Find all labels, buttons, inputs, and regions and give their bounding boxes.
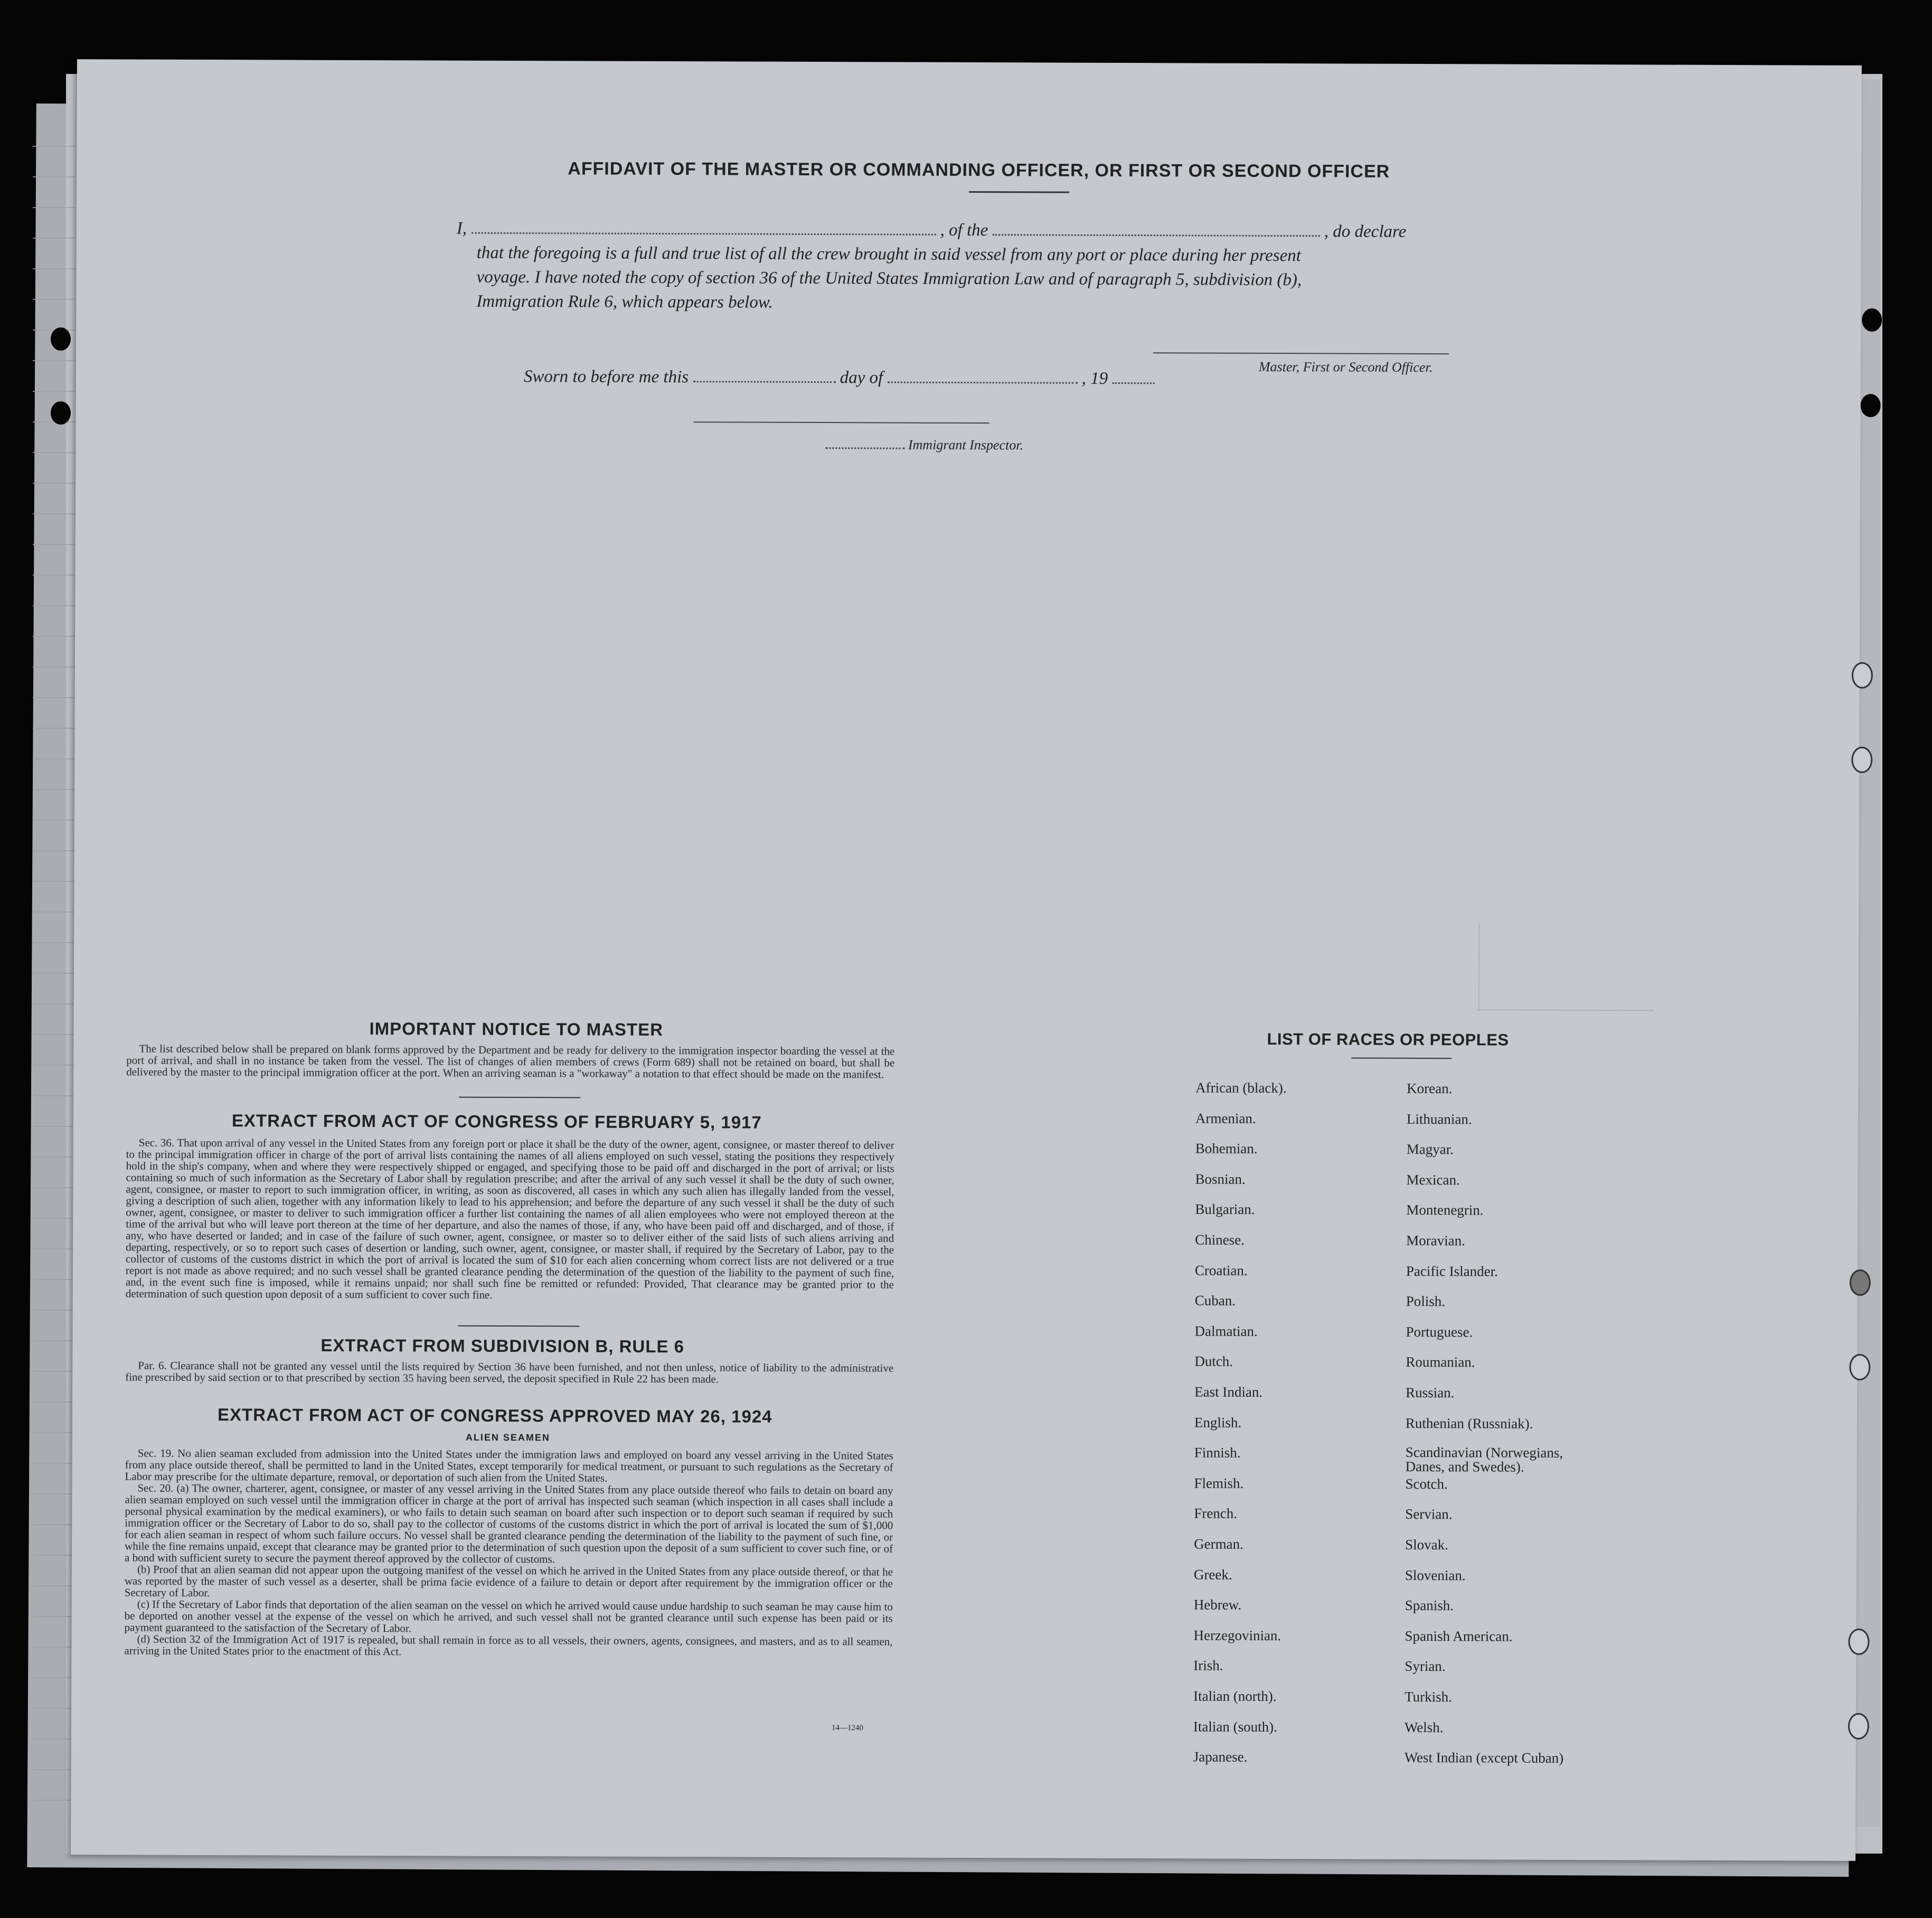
race-item: Scotch. <box>1405 1475 1448 1492</box>
race-item: Russian. <box>1406 1384 1455 1401</box>
race-item: Bosnian. <box>1195 1171 1246 1187</box>
race-item: Scandinavian (Norwegians, Danes, and Swedes). <box>1405 1444 1563 1475</box>
notice-title: IMPORTANT NOTICE TO MASTER <box>369 1019 664 1039</box>
race-item: Dalmatian. <box>1194 1323 1258 1339</box>
punch-hole <box>51 327 71 351</box>
sec-20c-text: (c) If the Secretary of Labor finds that deportation of the alien seaman on the vessel on which he arrived would cause undue hardship to such seaman he may cause him to be deported on another vessel at the expense of the vessel on which he arrived, and such vessel shall not be granted clearance until such expense has been paid or its payment guaranteed to the satisfaction of the Secretary of Labor. <box>124 1597 893 1635</box>
race-item: Dutch. <box>1194 1353 1233 1370</box>
divider <box>458 1325 580 1327</box>
affidavit-title: AFFIDAVIT OF THE MASTER OR COMMANDING OFFICER, OR FIRST OR SECOND OFFICER <box>568 158 1390 182</box>
race-item: French. <box>1194 1505 1238 1522</box>
race-item: Italian (north). <box>1193 1688 1277 1705</box>
i-label: I, <box>456 219 467 238</box>
master-signature-label: Master, First or Second Officer. <box>1258 359 1433 375</box>
year-blank[interactable] <box>1112 382 1154 384</box>
race-item: Korean. <box>1407 1080 1453 1097</box>
binder-ring <box>1848 1629 1869 1655</box>
race-item: Irish. <box>1193 1657 1223 1674</box>
race-item: Spanish. <box>1405 1597 1454 1614</box>
race-item: Moravian. <box>1406 1232 1465 1249</box>
races-title: LIST OF RACES OR PEOPLES <box>1267 1029 1509 1049</box>
extract-rule6-body <box>125 1359 893 1385</box>
race-item: Pacific Islander. <box>1406 1263 1498 1280</box>
extract-1924-body <box>124 1447 893 1659</box>
extract-1917-title: EXTRACT FROM ACT OF CONGRESS OF FEBRUARY 5, 1917 <box>231 1111 762 1132</box>
race-item: Greek. <box>1193 1566 1232 1583</box>
do-declare-label: , do declare <box>1324 222 1407 241</box>
race-item: Turkish. <box>1405 1688 1452 1705</box>
race-item: Italian (south). <box>1193 1718 1277 1735</box>
race-item: Hebrew. <box>1193 1596 1242 1613</box>
divider <box>1351 1058 1452 1059</box>
race-item: Lithuanian. <box>1406 1111 1472 1127</box>
name-blank[interactable] <box>471 232 936 236</box>
vessel-blank[interactable] <box>993 234 1320 237</box>
section-36-text: Sec. 36. That upon arrival of any vessel in the United States from any foreign port or place it shall be the duty of the owner, agent, consignee, or master thereof to deliver to the principal immigration officer in charge of the port of arrival lists containing the names of all aliens employed on such vessel, stating the positions they respectively hold in the ship's company, when and where they were respectively shipped or engaged, and specifying those to be paid off and discharged in the port of arrival; or lists containing so much of such information as the Secretary of Labor shall by regulation prescribe; and after the arrival of any such vessel it shall be the duty of such owner, agent, consignee, or master to report to such immigration officer, in writing, as soon as discovered, all cases in which any such alien has illegally landed from the vessel, giving a description of such alien, together with any information likely to lead to his apprehension; and before the departure of any such vessel it shall be the duty of such owner, agent, consignee, or master to deliver to such immigration officer a further list containing the names of all alien employees who were not employed thereon at the time of the arrival but who will leave port thereon at the time of her departure, and also the names of those, if any, who have been paid off and discharged, and of those, if any, who have deserted or landed; and in case of the failure of such owner, agent, consignee, or master so to deliver either of the said lists of such aliens arriving and departing, respectively, or so to report such cases of desertion or landing, such owner, agent, consignee, or master shall, if required by the Secretary of Labor, pay to the collector of customs of the customs district in which the port of arrival is located the sum of $10 for each alien concerning whom correct lists are not delivered or a true report is not made as above required; and no such vessel shall be granted clearance pending the determination of the question of the liability to the payment of such fine, and, in the event such fine is imposed, while it remains unpaid; nor shall such fine be remitted or refunded: Provided, That clearance may be granted prior to the determination of such question upon deposit of a sum sufficient to cover such fine. <box>125 1136 894 1301</box>
race-item: Japanese. <box>1193 1748 1248 1765</box>
race-item: Ruthenian (Russniak). <box>1405 1415 1533 1432</box>
par-6-text: Par. 6. Clearance shall not be granted any vessel until the lists required by Section 36 have been furnished, and not then unless, notice of liability to the administrative fine prescribed by said section or to that prescribed by section 35 having been served, the deposit specified in Rule 22 has been made. <box>125 1359 894 1386</box>
day-of-label: day of <box>840 368 883 388</box>
month-blank[interactable] <box>887 381 1077 383</box>
race-item: Slovenian. <box>1405 1567 1466 1583</box>
race-item: Armenian. <box>1195 1110 1256 1126</box>
binder-ring <box>1849 1354 1870 1380</box>
punch-hole <box>51 401 71 425</box>
race-item: Polish. <box>1406 1293 1446 1310</box>
affidavit-line-3: voyage. I have noted the copy of section 36 of the United States Immigration Law and of paragraph 5, subdivision (b), <box>476 267 1302 290</box>
race-item: Bulgarian. <box>1195 1201 1255 1218</box>
race-item: Welsh. <box>1404 1719 1444 1735</box>
extract-rule6-title: EXTRACT FROM SUBDIVISION B, RULE 6 <box>321 1335 685 1357</box>
document-page <box>71 59 1862 1861</box>
race-item: Spanish American. <box>1405 1628 1513 1644</box>
race-item: Roumanian. <box>1406 1354 1475 1370</box>
binder-ring <box>1850 1270 1871 1296</box>
punch-hole <box>1862 308 1882 332</box>
year-label: , 19 <box>1081 369 1108 388</box>
race-item: Chinese. <box>1195 1231 1245 1248</box>
race-item: Croatian. <box>1194 1262 1248 1278</box>
sec-20b-text: (b) Proof that an alien seaman did not appear upon the outgoing manifest of the vessel on which he arrived in the United States from any place outside thereof, or that he was reported by the master of such vessel as a deserter, shall be prima facie evidence of a failure to detain or deport after requirement by the immigration officer or the Secretary of Labor. <box>124 1563 893 1600</box>
race-item: Flemish. <box>1194 1475 1244 1491</box>
sec-20d-text: (d) Section 32 of the Immigration Act of 1917 is repealed, but shall remain in force as to all vessels, their owners, agents, consignees, and masters, and as to all seamen, arriving in the United States prior to the enactment of this Act. <box>124 1632 893 1658</box>
race-item: Portuguese. <box>1406 1323 1473 1340</box>
divider <box>459 1097 580 1098</box>
race-item: Mexican. <box>1406 1171 1460 1188</box>
day-blank[interactable] <box>693 381 835 383</box>
of-the-label: , of the <box>940 220 988 240</box>
sec-19-text: Sec. 19. No alien seaman excluded from admission into the United States under the immigration laws and employed on board any vessel arriving in the United States from any place outside thereof, shall be permitted to land in the United States, except temporarily for medical treatment, or pursuant to such regulations as the Secretary of Labor may prescribe for the ultimate departure, removal, or deportation of such alien from the United States. <box>125 1446 893 1484</box>
race-item: Servian. <box>1405 1506 1453 1522</box>
race-item: German. <box>1194 1536 1243 1552</box>
sec-20a-text: Sec. 20. (a) The owner, charterer, agent, consignee, or master of any vessel arriving in the United States from any place outside thereof who fails to detain on board any alien seaman employed on such vessel until the immigration officer in charge at the port of arrival has inspected such seaman (which inspection in all cases shall include a personal physical examination by the medical examiners), or who fails to detain such seaman on board after such inspection or to deport such seaman if required by such immigration officer or the Secretary of Labor to do so, shall pay to the collector of customs of the customs district in which the port of arrival is located the sum of $1,000 for each alien seaman in respect of whom such failure occurs. No vessel shall be granted clearance pending the determination of the liability to the payment of such fine, or while the fine remains unpaid, except that clearance may be granted prior to the determination of such question upon the deposit of a sum sufficient to cover such fine, or of a bond with sufficient surety to secure the payment thereof approved by the collector of customs. <box>124 1481 893 1566</box>
race-item: Slovak. <box>1405 1536 1448 1553</box>
sworn-line <box>524 367 1155 389</box>
race-item: English. <box>1194 1414 1242 1431</box>
notice-body <box>126 1042 894 1080</box>
sworn-label: Sworn to before me this <box>523 367 689 387</box>
ruled-paper-edge <box>33 116 75 1827</box>
race-item: Syrian. <box>1405 1658 1446 1675</box>
race-item: Bohemian. <box>1195 1140 1258 1157</box>
affidavit-line-1 <box>457 219 1407 242</box>
master-signature-line[interactable] <box>1153 352 1449 354</box>
binder-ring <box>1852 662 1873 689</box>
race-item: Finnish. <box>1194 1444 1241 1461</box>
race-item: African (black). <box>1195 1079 1287 1096</box>
race-item: Herzegovinian. <box>1193 1627 1281 1643</box>
divider <box>969 191 1069 193</box>
race-item: East Indian. <box>1194 1384 1263 1400</box>
race-item: Cuban. <box>1194 1292 1236 1309</box>
form-number: 14—1240 <box>831 1724 863 1733</box>
race-item: Magyar. <box>1406 1141 1454 1158</box>
extract-1924-title: EXTRACT FROM ACT OF CONGRESS APPROVED MAY 26, 1924 <box>217 1405 772 1426</box>
race-item: Montenegrin. <box>1406 1202 1484 1218</box>
alien-seamen-subtitle: ALIEN SEAMEN <box>465 1432 550 1443</box>
race-item: West Indian (except Cuban) <box>1404 1750 1564 1766</box>
binder-ring <box>1848 1713 1869 1740</box>
inspector-blank[interactable] <box>825 447 904 449</box>
inspector-line <box>825 437 1023 453</box>
affidavit-line-2: that the foregoing is a full and true list of all the crew brought in said vessel from any port or place during her present <box>476 243 1302 266</box>
binder-ring <box>1851 747 1872 773</box>
inspector-label: Immigrant Inspector. <box>908 437 1024 453</box>
punch-hole <box>1861 394 1881 417</box>
extract-1917-body <box>126 1136 894 1302</box>
affidavit-line-4: Immigration Rule 6, which appears below. <box>476 292 773 312</box>
faded-stamp <box>1478 925 1654 1011</box>
inspector-signature-line[interactable] <box>694 421 989 424</box>
notice-text: The list described below shall be prepared on blank forms approved by the Department and be ready for delivery to the immigration inspector boarding the vessel at the port of arrival, and shall in no instance be taken from the vessel. The list of changes of alien members of crews (Form 689) shall not be retained on board, but shall be delivered by the master to the principal immigration officer at the port. When an arriving seaman is a "workaway" a notation to that effect should be made on the manifest. <box>126 1042 895 1081</box>
